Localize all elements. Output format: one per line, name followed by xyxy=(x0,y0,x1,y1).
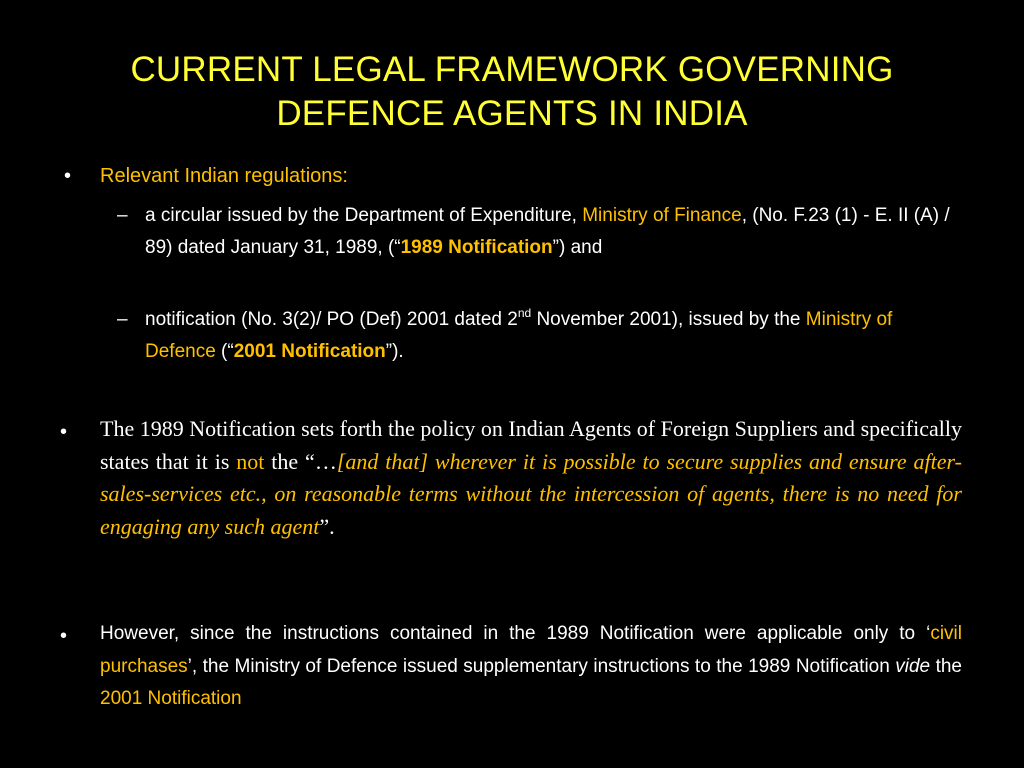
text-segment: the “… xyxy=(264,448,337,474)
title-line-2: DEFENCE AGENTS IN INDIA xyxy=(276,94,748,133)
text-segment: a circular issued by the Department of Expenditure, xyxy=(145,205,583,226)
text-segment: , (No. F.23 (1) - E. II (A) / 89) dated January 31, 1989, (“ xyxy=(145,205,950,258)
notification-2001: 2001 Notification xyxy=(233,341,386,362)
text-segment: However, since the instructions contained in the 1989 Notification were applicable only to ‘ xyxy=(100,623,931,644)
sub-bullet-text xyxy=(145,304,955,368)
vide-term: vide xyxy=(895,655,931,677)
text-segment: ’, the Ministry of Defence issued supplementary instructions to the 1989 Notification xyxy=(187,655,896,677)
dash-marker: – xyxy=(117,309,128,330)
bullet-marker: • xyxy=(60,625,68,647)
text-segment: (“ xyxy=(215,341,234,362)
bullet-marker: • xyxy=(64,165,72,187)
text-segment: The 1989 Notification sets forth the policy on Indian Agents of Foreign Suppliers and specifically states that it is xyxy=(100,416,962,474)
bullet-marker: • xyxy=(60,421,68,443)
bullet-label: Relevant Indian regulations: xyxy=(100,165,348,187)
notification-1989: 1989 Notification xyxy=(400,237,553,258)
bullet-1989-policy xyxy=(100,413,962,543)
sub-bullet-text xyxy=(145,200,955,264)
text-segment: November 2001), issued by the xyxy=(531,309,806,330)
text-segment: the xyxy=(930,655,962,677)
civil-purchases: civil purchases xyxy=(100,623,962,677)
bullet-supplementary-instructions xyxy=(100,618,962,716)
text-segment: notification (No. 3(2)/ PO (Def) 2001 dated 2 xyxy=(145,309,518,330)
policy-quote: [and that] wherever it is possible to secure supplies and ensure after-sales-services etc., on reasonable terms without the intercession of agents, there is no need for engaging any such agent xyxy=(100,448,962,539)
text-segment: ”) and xyxy=(552,237,603,258)
dash-marker: – xyxy=(117,205,128,226)
ministry-of-finance: Ministry of Finance xyxy=(582,205,742,226)
text-segment: ”). xyxy=(385,341,404,362)
notification-2001: 2001 Notification xyxy=(100,688,242,709)
slide-title xyxy=(60,48,964,136)
emphasis-not: not xyxy=(236,448,265,474)
title-line-1: CURRENT LEGAL FRAMEWORK GOVERNING xyxy=(130,50,894,89)
ministry-of-defence: Ministry of Defence xyxy=(145,309,893,362)
ordinal-suffix: nd xyxy=(517,306,532,320)
text-segment: ”. xyxy=(319,513,335,539)
